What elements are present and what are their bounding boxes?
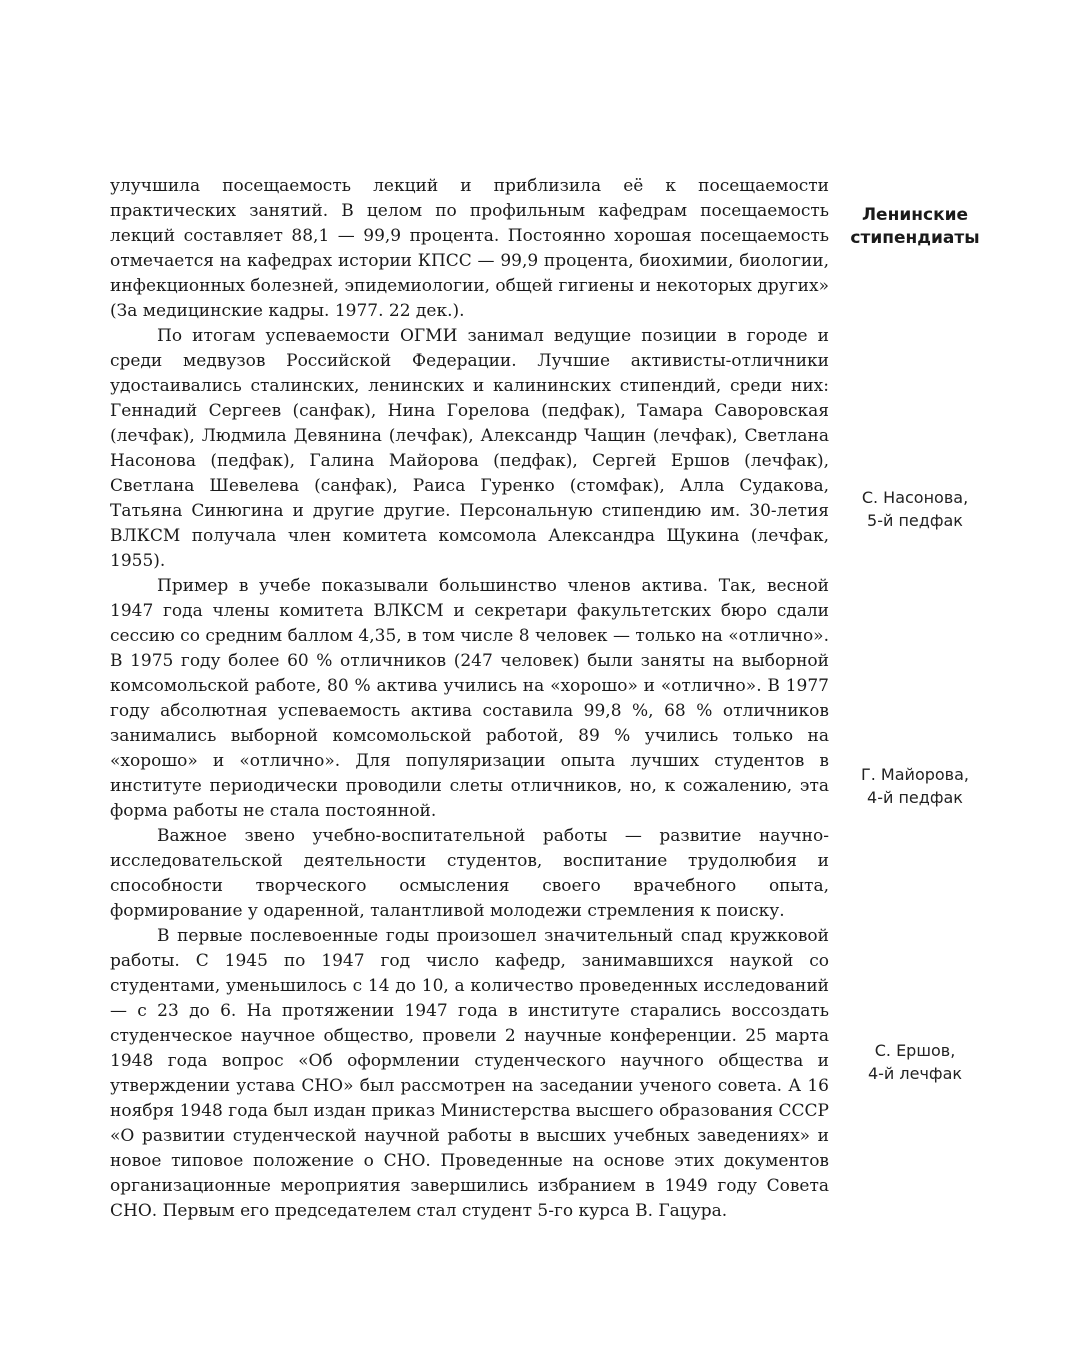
- paragraph-1: улучшила посещаемость лекций и приблизила её к посещаемости практических занятий. В целом по профильным кафедрам посещаемость лекций составляет 88,1 — 99,9 процента. Постоянно хорошая посещаемость отмечается на кафедрах истории КПСС — 99,9 процента, биохимии, биологии, инфекционных болезней, эпидемиологии, общей гигиены и некоторых других» (За медицинские кадры. 1977. 22 дек.).: [110, 176, 829, 321]
- sidebar-heading-line-2: стипендиаты: [850, 228, 980, 248]
- sidebar-heading-line-1: Ленинские: [861, 205, 969, 225]
- caption-name: С. Ершов,: [874, 1041, 956, 1060]
- paragraph-3: Пример в учебе показывали большинство членов актива. Так, весной 1947 года члены комитета ВЛКСМ и секретари факультетских бюро сдали сессию со средним баллом 4,35, в том числе 8 человек — только на «отлично». В 1975 году более 60 % отличников (247 человек) были заняты на выборной комсомольской работе, 80 % актива учились на «хорошо» и «отлично». В 1977 году абсолютная успеваемость актива составила 99,8 %, 68 % отличников занимались выборной комсомольской работой, 89 % учились только на «хорошо» и «отлично». Для популяризации опыта лучших студентов в институте периодически проводили слеты отличников, но, к сожалению, эта форма работы не стала постоянной.: [110, 576, 829, 821]
- photo-caption-mayorova: [845, 763, 985, 809]
- caption-detail: 4-й лечфак: [867, 1064, 963, 1083]
- paragraph-4: Важное звено учебно-воспитательной работы — развитие научно-исследовательской деятельности студентов, воспитание трудолюбия и способности творческого осмысления своего врачебного опыта, формирование у одаренной, талантливой молодежи стремления к поиску.: [110, 826, 829, 921]
- photo-caption-ershov: [845, 1039, 985, 1085]
- caption-detail: 5-й педфак: [867, 511, 963, 530]
- main-text-column: [110, 174, 829, 1224]
- caption-detail: 4-й педфак: [867, 788, 963, 807]
- paragraph-5: В первые послевоенные годы произошел значительный спад кружковой работы. С 1945 по 1947 год число кафедр, занимавшихся наукой со студентами, уменьшилось с 14 до 10, а количество проведенных исследований — с 23 до 6. На протяжении 1947 года в институте старались воссоздать студенческое научное общество, провели 2 научные конференции. 25 марта 1948 года вопрос «Об оформлении студенческого научного общества и утверждении устава СНО» был рассмотрен на заседании ученого совета. А 16 ноября 1948 года был издан приказ Министерства высшего образования СССР «О развитии студенческой научной работы в высших учебных заведениях» и новое типовое положение о СНО. Проведенные на основе этих документов организационные мероприятия завершились избранием в 1949 году Совета СНО. Первым его председателем стал студент 5-го курса В. Гацура.: [110, 926, 829, 1221]
- photo-caption-nasonova: [845, 486, 985, 532]
- sidebar-heading: [845, 204, 985, 250]
- caption-name: С. Насонова,: [861, 488, 969, 507]
- caption-name: Г. Майорова,: [861, 765, 969, 784]
- paragraph-2: По итогам успеваемости ОГМИ занимал ведущие позиции в городе и среди медвузов Российской Федерации. Лучшие активисты-отличники удостаивались сталинских, ленинских и калининских стипендий, среди них: Геннадий Сергеев (санфак), Нина Горелова (педфак), Тамара Саворовская (лечфак), Людмила Девянина (лечфак), Александр Чащин (лечфак), Светлана Насонова (педфак), Галина Майорова (педфак), Сергей Ершов (лечфак), Светлана Шевелева (санфак), Раиса Гуренко (стомфак), Алла Судакова, Татьяна Синюгина и другие другие. Персональную стипендию им. 30-летия ВЛКСМ получала член комитета комсомола Александра Щукина (лечфак, 1955).: [110, 326, 829, 571]
